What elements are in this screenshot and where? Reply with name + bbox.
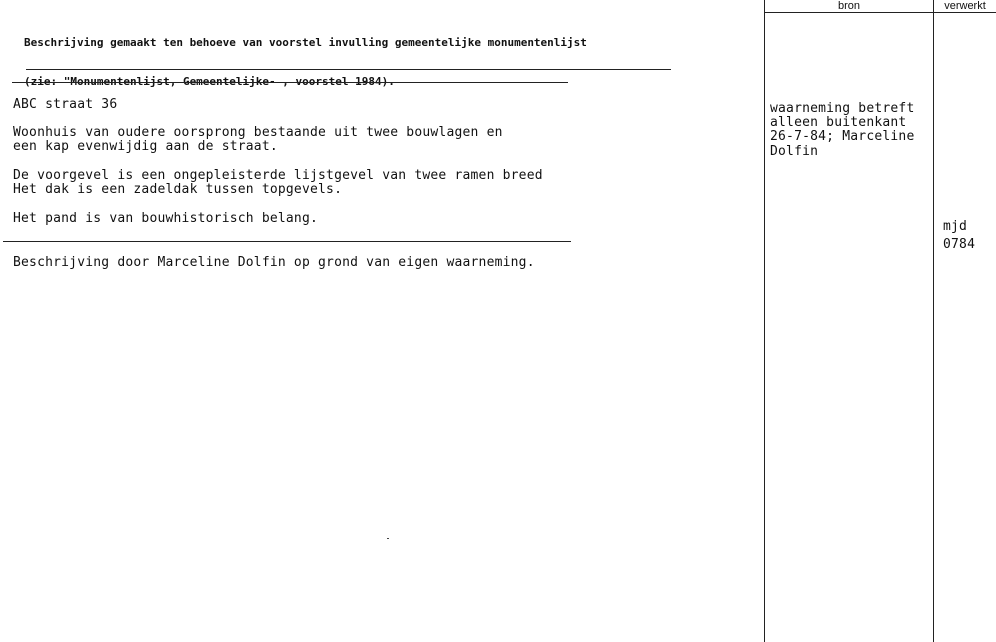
scan-speck [387, 538, 389, 539]
paragraph-1-line-1: Woonhuis van oudere oorsprong bestaande uit twee bouwlagen en [13, 125, 503, 140]
column-header-rule [764, 12, 996, 13]
verwerkt-note-line-2: 0784 [943, 237, 976, 252]
bron-note-line-3: 26-7-84; Marceline [770, 129, 915, 144]
description-divider [3, 241, 571, 242]
bron-header: bron [837, 0, 861, 12]
author-note: Beschrijving door Marceline Dolfin op grond van eigen waarneming. [13, 255, 535, 270]
header-note [24, 10, 587, 101]
header-divider-bottom [12, 82, 568, 83]
bron-note-line-2: alleen buitenkant [770, 115, 907, 130]
bron-note-line-4: Dolfin [770, 144, 819, 159]
paragraph-1-line-2: een kap evenwijdig aan de straat. [13, 139, 278, 154]
paragraph-3: Het pand is van bouwhistorisch belang. [13, 211, 319, 226]
bron-column-right-border [933, 0, 934, 642]
bron-note-line-1: waarneming betreft [770, 101, 915, 116]
header-divider-top [26, 69, 671, 70]
header-note-line-1: Beschrijving gemaakt ten behoeve van voorstel invulling gemeentelijke monumentenlijst [24, 36, 587, 49]
verwerkt-note-line-1: mjd [943, 219, 968, 234]
verwerkt-header: verwerkt [944, 0, 986, 12]
paragraph-2-line-1: De voorgevel is een ongepleisterde lijstgevel van twee ramen breed [13, 168, 543, 183]
paragraph-2-line-2: Het dak is een zadeldak tussen topgevels. [13, 182, 343, 197]
bron-column-left-border [764, 0, 765, 642]
header-note-line-2: (zie: "Monumentenlijst, Gemeentelijke- , voorstel 1984). [24, 75, 395, 88]
address-title: ABC straat 36 [13, 97, 118, 112]
